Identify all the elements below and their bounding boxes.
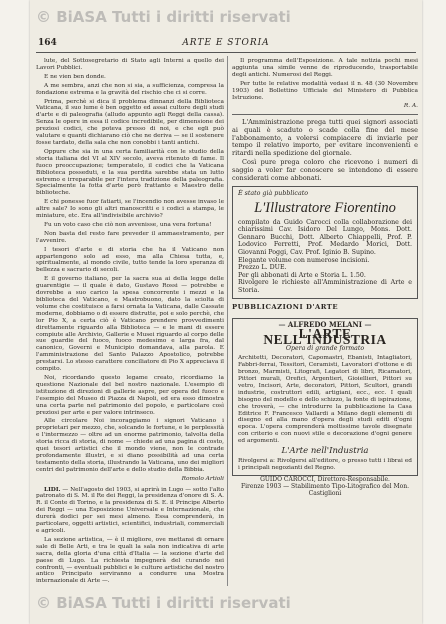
separator — [232, 114, 418, 115]
publications-heading: PUBBLICAZIONI D'ARTE — [232, 302, 339, 311]
arte-industria-advert — [232, 318, 418, 476]
right-intro-signature: R. A. — [403, 103, 418, 110]
left-paragraph-6: E chi ponesse fuor fatiarti, se l'incendio non avesse invaso le altre sale? Io sono gli altri manoscritti e i codici a stampa, le miniature, etc. Era all'indivisibile archivio? — [36, 199, 224, 220]
right-column — [232, 58, 418, 497]
lidi-paragraph — [36, 487, 224, 535]
administration-notice — [232, 119, 418, 182]
advert-subscribers: Per gli abbonati di Arte e Storia L. 1.50. — [238, 271, 366, 279]
advert-price: Prezzo L. DUE. — [238, 264, 287, 272]
left-last-paragraph: La sezione artistica, — è il migliore, ove mettansi di ornare sale di Belle Arti, e tra le quali la sala non indicativa di arte sacra, della gloria d'una città d'Italia — la sezione d'arte del paese di Lugo. La richiesta impegnerà del curando nei confronti, — eventuali pubblici e le culture artistiche del nostro antico Principato serviranno a condurre una Mostra internazionale di Arte —. — [36, 536, 224, 585]
article-signature: Romolo Artioli — [181, 475, 224, 482]
lidi-text: — Nell'agosto del 1903, si aprirà in Lugo — sotto l'alto patronato di S. M. il Re dei Reggi, la presidenza d'onore di S. A. R. il Conte di Torino, e la presidenza di S. E. il Principe Alberto dei Reggi — una Esposizione Universale e Internazionale, che durerà dodici per sei mesi almeno. Essa comprenderà, in particolare, oggetti artistici, scientifici, industriali, commerciali e agricoli. — [36, 486, 224, 534]
notice-paragraph-1: L'Amministrazione prega tutti quei signori associati ai quali è scaduto o scade colla fine del mese l'abbonamento, a volersi compiacere di inviarle per tempo il relativo importo, per evitare inconvenienti e ritardi nella spedizione del giornale. — [232, 118, 418, 157]
watermark-bottom — [36, 594, 291, 612]
left-paragraph-10: E il governo italiano, per la sacra sua ai della legge delle guarentigie — il quale è dato, Gustavo Rossi — potrebbe e dovrebbe a suo carico la spesa concorrente i mezzi e la biblioteca del Vaticano, e Mastrobuono, dato la sciolta di volume che costituisce a farsi ornata la Vaticana, dalle Cassate moderne, dobbiamo o di essere distrutte, poi e solo perchè, che lor Pio X, a certa ciò è Vaticano prendere provvedimenti direttamente riguardo alla Biblioteca — e le mani di essere compiute alle Archivio, Gallerie e Musei riguardo al corpo delle sue guardie del fuoco, fuoco medesimo e larga fra, dal canonico, Governi e Municipio domandava, alla parola. E l'amministrazione del Santo Palazzo Apostolico, potrebbe prestarsi. Lo stesso carattere conciliatore di Pio X appreciava il compito. — [36, 276, 224, 373]
watermark-text: BiASA Tutti i diritti riservati — [56, 8, 291, 26]
left-paragraph-3: A me sembra, anzi che non si sia, a sufficienza, compresa la fondazione estrema e la gravità del rischio che ci si corre. — [36, 82, 224, 96]
publications-heading-row — [232, 304, 418, 316]
advert-body: compilato da Guido Carocci colla collaborazione dei chiarissimi Cav. Isidoro Del Lungo, Mons. Dott. Gennaro Bucchi, Dott. Alberto Chiappelli, Prof. P. Lodovico Ferretti, Prof. Medardo Morici, Dott. Giovanni Poggi, Cav. Prof. Iginio B. Supino. — [238, 218, 412, 257]
ad-subtitle: Opera di grande formato — [285, 345, 365, 353]
left-paragraph-5: Oppure che sia in una certa familiarità con le studio della storia italiana del VI al XIV secolo, aveva ritenuto di fame. Il fuoco preoccupazione; temperatelo, il codici che la Vaticana Biblioteca posseduti, e la sua perdita sarebbe stata un lutto estremo e irreparabile per l'intera tradizione della paleografia. Specialmente la fotta d'arte però frattanto e Maestro delle biblioteche. — [36, 148, 224, 197]
printer-line: Firenze 1903 — Stabilimento Tipo-Litografico del Mon. Castiglioni — [240, 482, 410, 497]
copyright-symbol-bottom: © — [36, 594, 51, 612]
left-paragraph-2: E ne vien ben donde. — [44, 73, 106, 80]
left-paragraph-11: Noi, ricordando questo legame creato, ricordiamo la questione Nazionale del bel nostro nazionale. L'esempio di istituzione di direzioni di gallerie aspre, per opera del fuoco e l'esempio del Museo di Piazza di Napoli, ed era esso dimostra una certa parte nel patrimonio del popolo, e particolare così preziosi per arte e per valore intrinseco. — [36, 374, 224, 416]
left-paragraph-12: Alle circolare Noi incoraggiamo i signori Vaticano i proprietari per mezzo, che, solcando le fortune, e le perplessità e l'intermezzo — oltre ad un enorme patrimonio, talvolta della storia ricca di storia, di nome — chiede ad una pagina di costo, quei tesori artistici che il mondo viene, non le contrade profondamente illustri, e si diano possibilità ad una certa testamento della storia, illustrando la Vaticana, uno dei migliori centri del patrimonio dell'arte e dello studio della Bibbia. — [36, 418, 224, 473]
illustratore-advert — [232, 186, 418, 299]
notice-paragraph-2: Così pure prega coloro che ricevono i numeri di saggio a voler far conoscere se intendono di essere considerati come abbonati. — [232, 158, 418, 182]
right-intro-paragraph-2: Per tutte le relative modalità vedasi il n. 48 (30 Novembre 1903) del Bollettino Ufficiale del Ministero di Pubblica Istruzione. — [232, 80, 418, 101]
column-rule — [227, 56, 228, 586]
advert-title: L'Illustratore Fiorentino — [254, 199, 396, 216]
left-paragraph-7: Fu un voto caso che ciò non avvenisse, una vera fortuna! — [44, 221, 212, 228]
left-paragraph-1: lute, del Sottosegretario di Stato agli Interni a quello dei Lavori Pubblici. — [36, 58, 224, 71]
ad-title: L'ARTE NELL'INDUSTRIA — [263, 325, 387, 348]
lidi-label: LIDI. — [44, 486, 61, 493]
advert-orders: Rivolgere le richieste all'Amministrazione di Arte e Storia. — [238, 279, 412, 295]
publisher-line: GUIDO CAROCCI, Direttore-Responsabile. — [260, 475, 390, 483]
copyright-symbol: © — [36, 8, 51, 26]
watermark-text-bottom: BiASA Tutti i diritti riservati — [56, 594, 291, 612]
ad-footer-title: L'Arte nell'Industria — [281, 446, 369, 457]
left-paragraph-8: Non basta del resto fare preveder il ammaestramento, per l'avvenire. — [36, 230, 224, 244]
ad-body: Architetti, Decoratori, Capomastri, Ebanisti, Intagliatori, Fabbri-ferrai, Tessitori, Ceramisti, Lavoratori d'ottone e di bronzo, Marmisti, Litografi, Legatori di libri, Ricamatori, Pittori murali, Orefici, Argentieri, Gioiellieri, Pittori su vetro, Incisori, Arte, decoratori, Pittori, Scultori, grandi industrie, costruttori edili, artigiani, ecc., ecc. I quali bisogno del modello e dello schizzo, la fonte di ispirazione, che troverà, — che introdurre la pubblicazione la Casa Editrice F. Francesco Vallardi a Milano degli elementi di disegno ed alla mano d'opera degli studi editi d'ogni epoca. L'opera comprenderà moltissime tavole disegnate con criterio e con nuovi stile e decorazione d'ogni genere ed argomenti. — [238, 355, 412, 445]
running-head: ARTE E STORIA — [182, 38, 270, 48]
left-column — [36, 58, 224, 587]
page-header — [36, 36, 416, 53]
page-number: 164 — [38, 38, 57, 48]
right-intro-paragraph-1: Il programma dell'Esposizione. A tale notizia pochi mesi aggiunta una simile venne de riproducendo, trasportabile degli antichi. Numerosi del Reggi. — [232, 58, 418, 78]
watermark-top — [36, 8, 291, 26]
advert-intro: È stato già pubblicato — [238, 190, 309, 198]
ad-author: — ALFREDO MELANI — — [278, 319, 372, 329]
newspaper-page — [30, 0, 422, 624]
advert-price-line: Elegante volume con numerose incisioni. — [238, 256, 370, 264]
left-paragraph-9: I tesori d'arte e di storia che ha il Vaticano non appartengono solo ad esso, ma alla Chiesa tutta, e, spiritualmente, al mondo civile, tutto tende la loro speranza di bellezza e sacrario di secoli. — [36, 246, 224, 274]
left-paragraph-4: Prima, perchè si dica il problema dinnanzi della Biblioteca Vaticana, il suo lume è ben oggetto ed assai cultore degli studi d'arte e di paleografia (alludo appunto agli Reggi della cassa). Senza le opere in essa il codice incredibile, per dimensione dei preziosi codici, che poteva presso di noi, e che egli può valutare e quanti dichiarano ciò che ne deriva — se il sostenere fosse tardato, della sala che non conobbi i tanti antichi. — [36, 98, 224, 146]
ad-footer-body: Rivolgersi a: Rivolgersi all'editore, o presso tutti i librai ed i principali negozianti del Regno. — [238, 457, 412, 471]
